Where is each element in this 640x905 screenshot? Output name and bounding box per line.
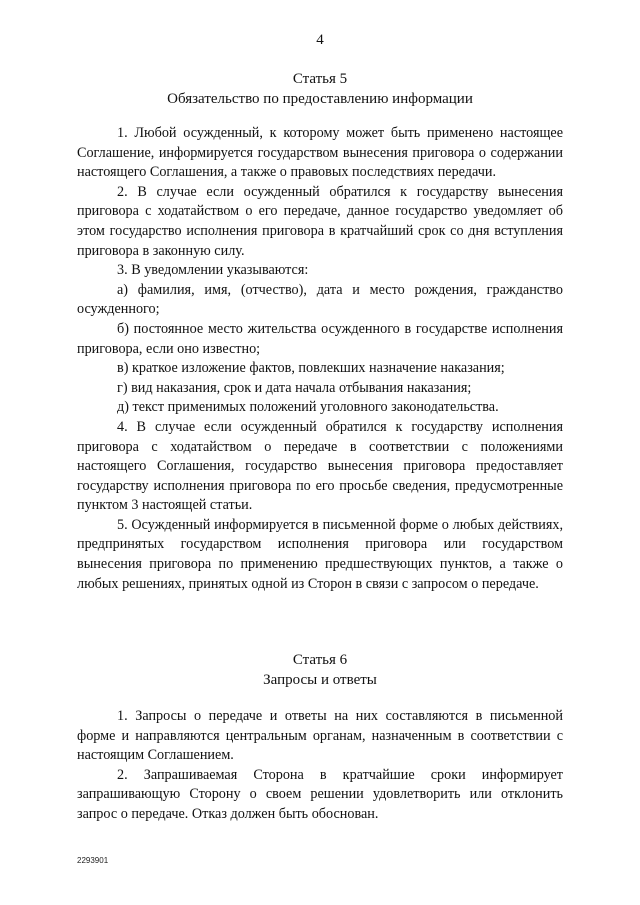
article-5-paragraph-1: 1. Любой осужденный, к которому может быть применено настоящее Соглашение, информируется государством вынесения приговора о содержании настоящего Соглашения, а также о правовых последствиях передачи.	[77, 125, 563, 181]
article-5-heading: Статья 5	[292, 71, 348, 87]
article-5-paragraph-5: 5. Осужденный информируется в письменной форме о любых действиях, предпринятых государством исполнения приговора или государством вынесения приговора по применению предшествующих пунктов, а также о любых решениях, принятых одной из Сторон в связи с запросом о передаче.	[77, 516, 563, 592]
article-5-paragraph-4: 4. В случае если осужденный обратился к государству исполнения приговора с ходатайством о передаче в соответствии с положениями настоящего Соглашения, государство вынесения приговора предоставляет государству исполнения приговора по его просьбе сведения, предусмотренные пунктом 3 настоящей статьи.	[77, 418, 563, 514]
page-number: 4	[316, 32, 324, 48]
article-5-item-v: в) краткое изложение фактов, повлекших назначение наказания;	[117, 360, 505, 377]
article-6-paragraph-2: 2. Запрашиваемая Сторона в кратчайшие сроки информирует запрашивающую Сторону о своем решении удовлетворить или отклонить запрос о передаче. Отказ должен быть обоснован.	[77, 766, 563, 822]
article-6-paragraph-1: 1. Запросы о передаче и ответы на них составляются в письменной форме и направляются центральным органам, назначенным в соответствии с настоящим Соглашением.	[77, 708, 563, 764]
article-5-item-d: д) текст применимых положений уголовного законодательства.	[117, 399, 499, 416]
article-5-header	[0, 69, 640, 109]
article-5-item-a: а) фамилия, имя, (отчество), дата и место рождения, гражданство осужденного;	[77, 281, 563, 318]
article-5-item-b: б) постоянное место жительства осужденного в государстве исполнения приговора, если оно известно;	[77, 320, 563, 357]
article-6-header	[0, 650, 640, 690]
article-6-heading: Статья 6	[292, 652, 348, 668]
article-6-body	[77, 707, 563, 825]
article-5-paragraph-3: 3. В уведомлении указываются:	[117, 262, 309, 279]
article-5-title: Обязательство по предоставлению информации	[167, 91, 473, 107]
article-5-item-g: г) вид наказания, срок и дата начала отбывания наказания;	[117, 379, 472, 396]
article-5-body	[77, 124, 563, 594]
document-code: 2293901	[77, 856, 109, 865]
article-5-paragraph-2: 2. В случае если осужденный обратился к государству вынесения приговора с ходатайством о его передаче, данное государство уведомляет об этом государство исполнения приговора в кратчайший срок со дня вступления приговора в законную силу.	[77, 183, 563, 259]
article-6-title: Запросы и ответы	[263, 672, 377, 688]
